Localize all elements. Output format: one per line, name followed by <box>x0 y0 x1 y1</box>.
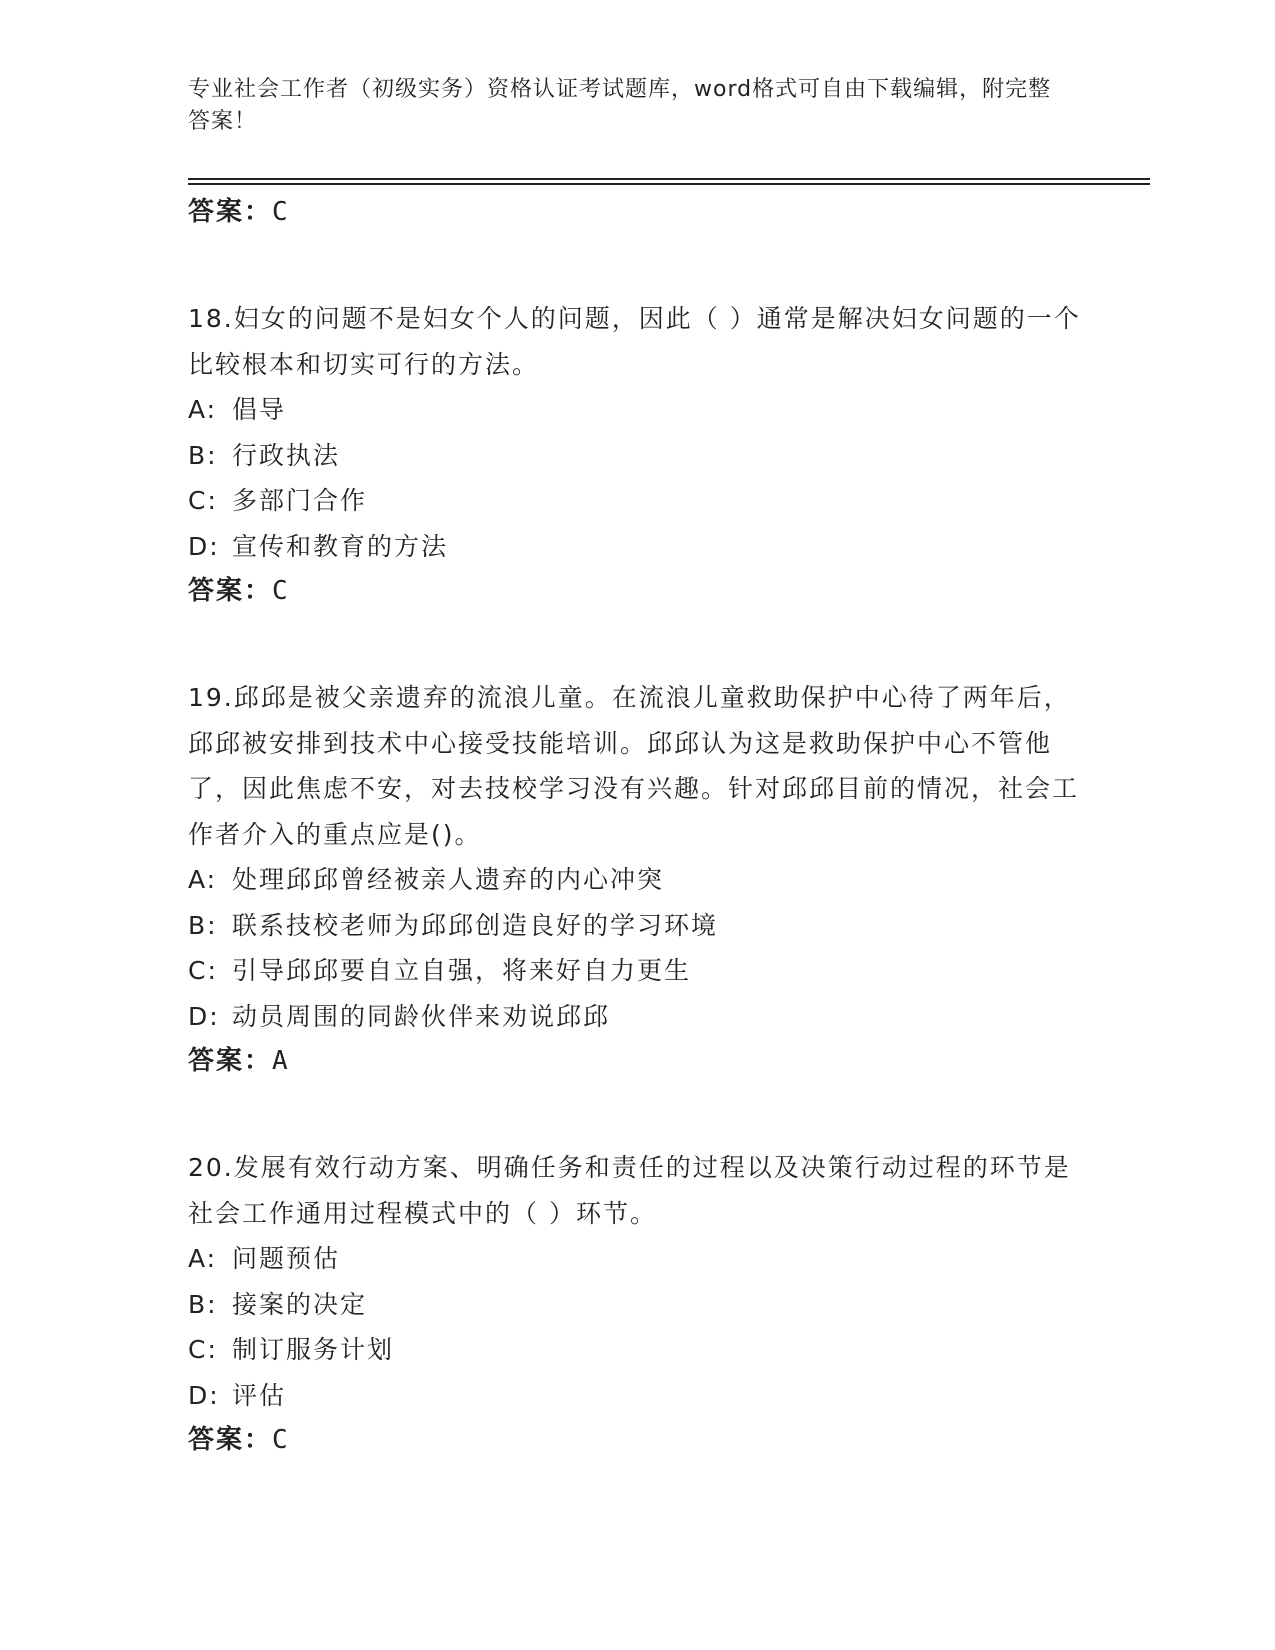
option-text: 接案的决定 <box>232 1289 368 1319</box>
answer-value: C <box>272 1425 290 1455</box>
answer-value: C <box>272 197 290 227</box>
header-rule-bottom <box>188 183 1150 185</box>
option-letter: C: <box>188 486 218 515</box>
option-letter: D: <box>188 531 220 561</box>
option-text: 评估 <box>232 1380 287 1410</box>
option-b <box>188 1282 1088 1328</box>
option-text: 宣传和教育的方法 <box>232 531 449 561</box>
option-text: 问题预估 <box>232 1244 341 1273</box>
answer-value: C <box>272 576 290 606</box>
answer-label: 答案： <box>188 576 273 606</box>
option-letter: D: <box>188 1001 220 1031</box>
header-rule-top <box>188 178 1150 180</box>
answer-line <box>188 190 1088 234</box>
answer-label: 答案： <box>188 1425 273 1455</box>
question-text: 20.发展有效行动方案、明确任务和责任的过程以及决策行动过程的环节是社会工作通用过程模式中的（ ）环节。 <box>188 1153 1071 1228</box>
option-a <box>188 1236 1088 1282</box>
header-text: 专业社会工作者（初级实务）资格认证考试题库，word格式可自由下载编辑，附完整答案！ <box>188 77 1052 134</box>
option-letter: B: <box>188 440 218 470</box>
question-text: 18.妇女的问题不是妇女个人的问题，因此（ ）通常是解决妇女问题的一个比较根本和切实可行的方法。 <box>188 304 1081 379</box>
question-text: 19.邱邱是被父亲遗弃的流浪儿童。在流浪儿童救助保护中心待了两年后，邱邱被安排到技术中心接受技能培训。邱邱认为这是救助保护中心不管他了，因此焦虑不安，对去技校学习没有兴趣。针对邱邱目前的情况，社会工作者介入的重点应是()。 <box>188 683 1080 849</box>
answer-value: A <box>272 1046 290 1076</box>
option-d <box>188 1373 1088 1419</box>
option-text: 倡导 <box>232 395 287 424</box>
option-text: 处理邱邱曾经被亲人遗弃的内心冲突 <box>232 865 665 894</box>
question-block <box>188 675 1088 1083</box>
option-b <box>188 433 1088 479</box>
option-c <box>188 478 1088 524</box>
option-letter: A: <box>188 865 218 894</box>
option-text: 联系技校老师为邱邱创造良好的学习环境 <box>232 910 719 940</box>
option-letter: B: <box>188 1289 218 1319</box>
option-d <box>188 524 1088 570</box>
option-c <box>188 1327 1088 1373</box>
option-c <box>188 948 1088 994</box>
option-b <box>188 903 1088 949</box>
option-text: 引导邱邱要自立自强，将来好自力更生 <box>232 956 692 985</box>
option-text: 动员周围的同龄伙伴来劝说邱邱 <box>232 1001 611 1031</box>
option-a <box>188 387 1088 433</box>
option-letter: D: <box>188 1380 220 1410</box>
option-text: 制订服务计划 <box>232 1335 395 1364</box>
option-text: 多部门合作 <box>232 486 368 515</box>
answer-line <box>188 1418 1088 1462</box>
answer-label: 答案： <box>188 1046 273 1076</box>
answer-label: 答案： <box>188 197 273 227</box>
answer-line <box>188 1039 1088 1083</box>
option-d <box>188 994 1088 1040</box>
question-block <box>188 296 1088 613</box>
page-header <box>188 74 1068 138</box>
option-letter: C: <box>188 956 218 985</box>
option-letter: A: <box>188 1244 218 1273</box>
option-letter: B: <box>188 910 218 940</box>
question-block <box>188 1145 1088 1462</box>
answer-line <box>188 569 1088 613</box>
option-text: 行政执法 <box>232 440 341 470</box>
option-letter: A: <box>188 395 218 424</box>
question-list <box>188 190 1088 1462</box>
option-letter: C: <box>188 1335 218 1364</box>
option-a <box>188 857 1088 903</box>
